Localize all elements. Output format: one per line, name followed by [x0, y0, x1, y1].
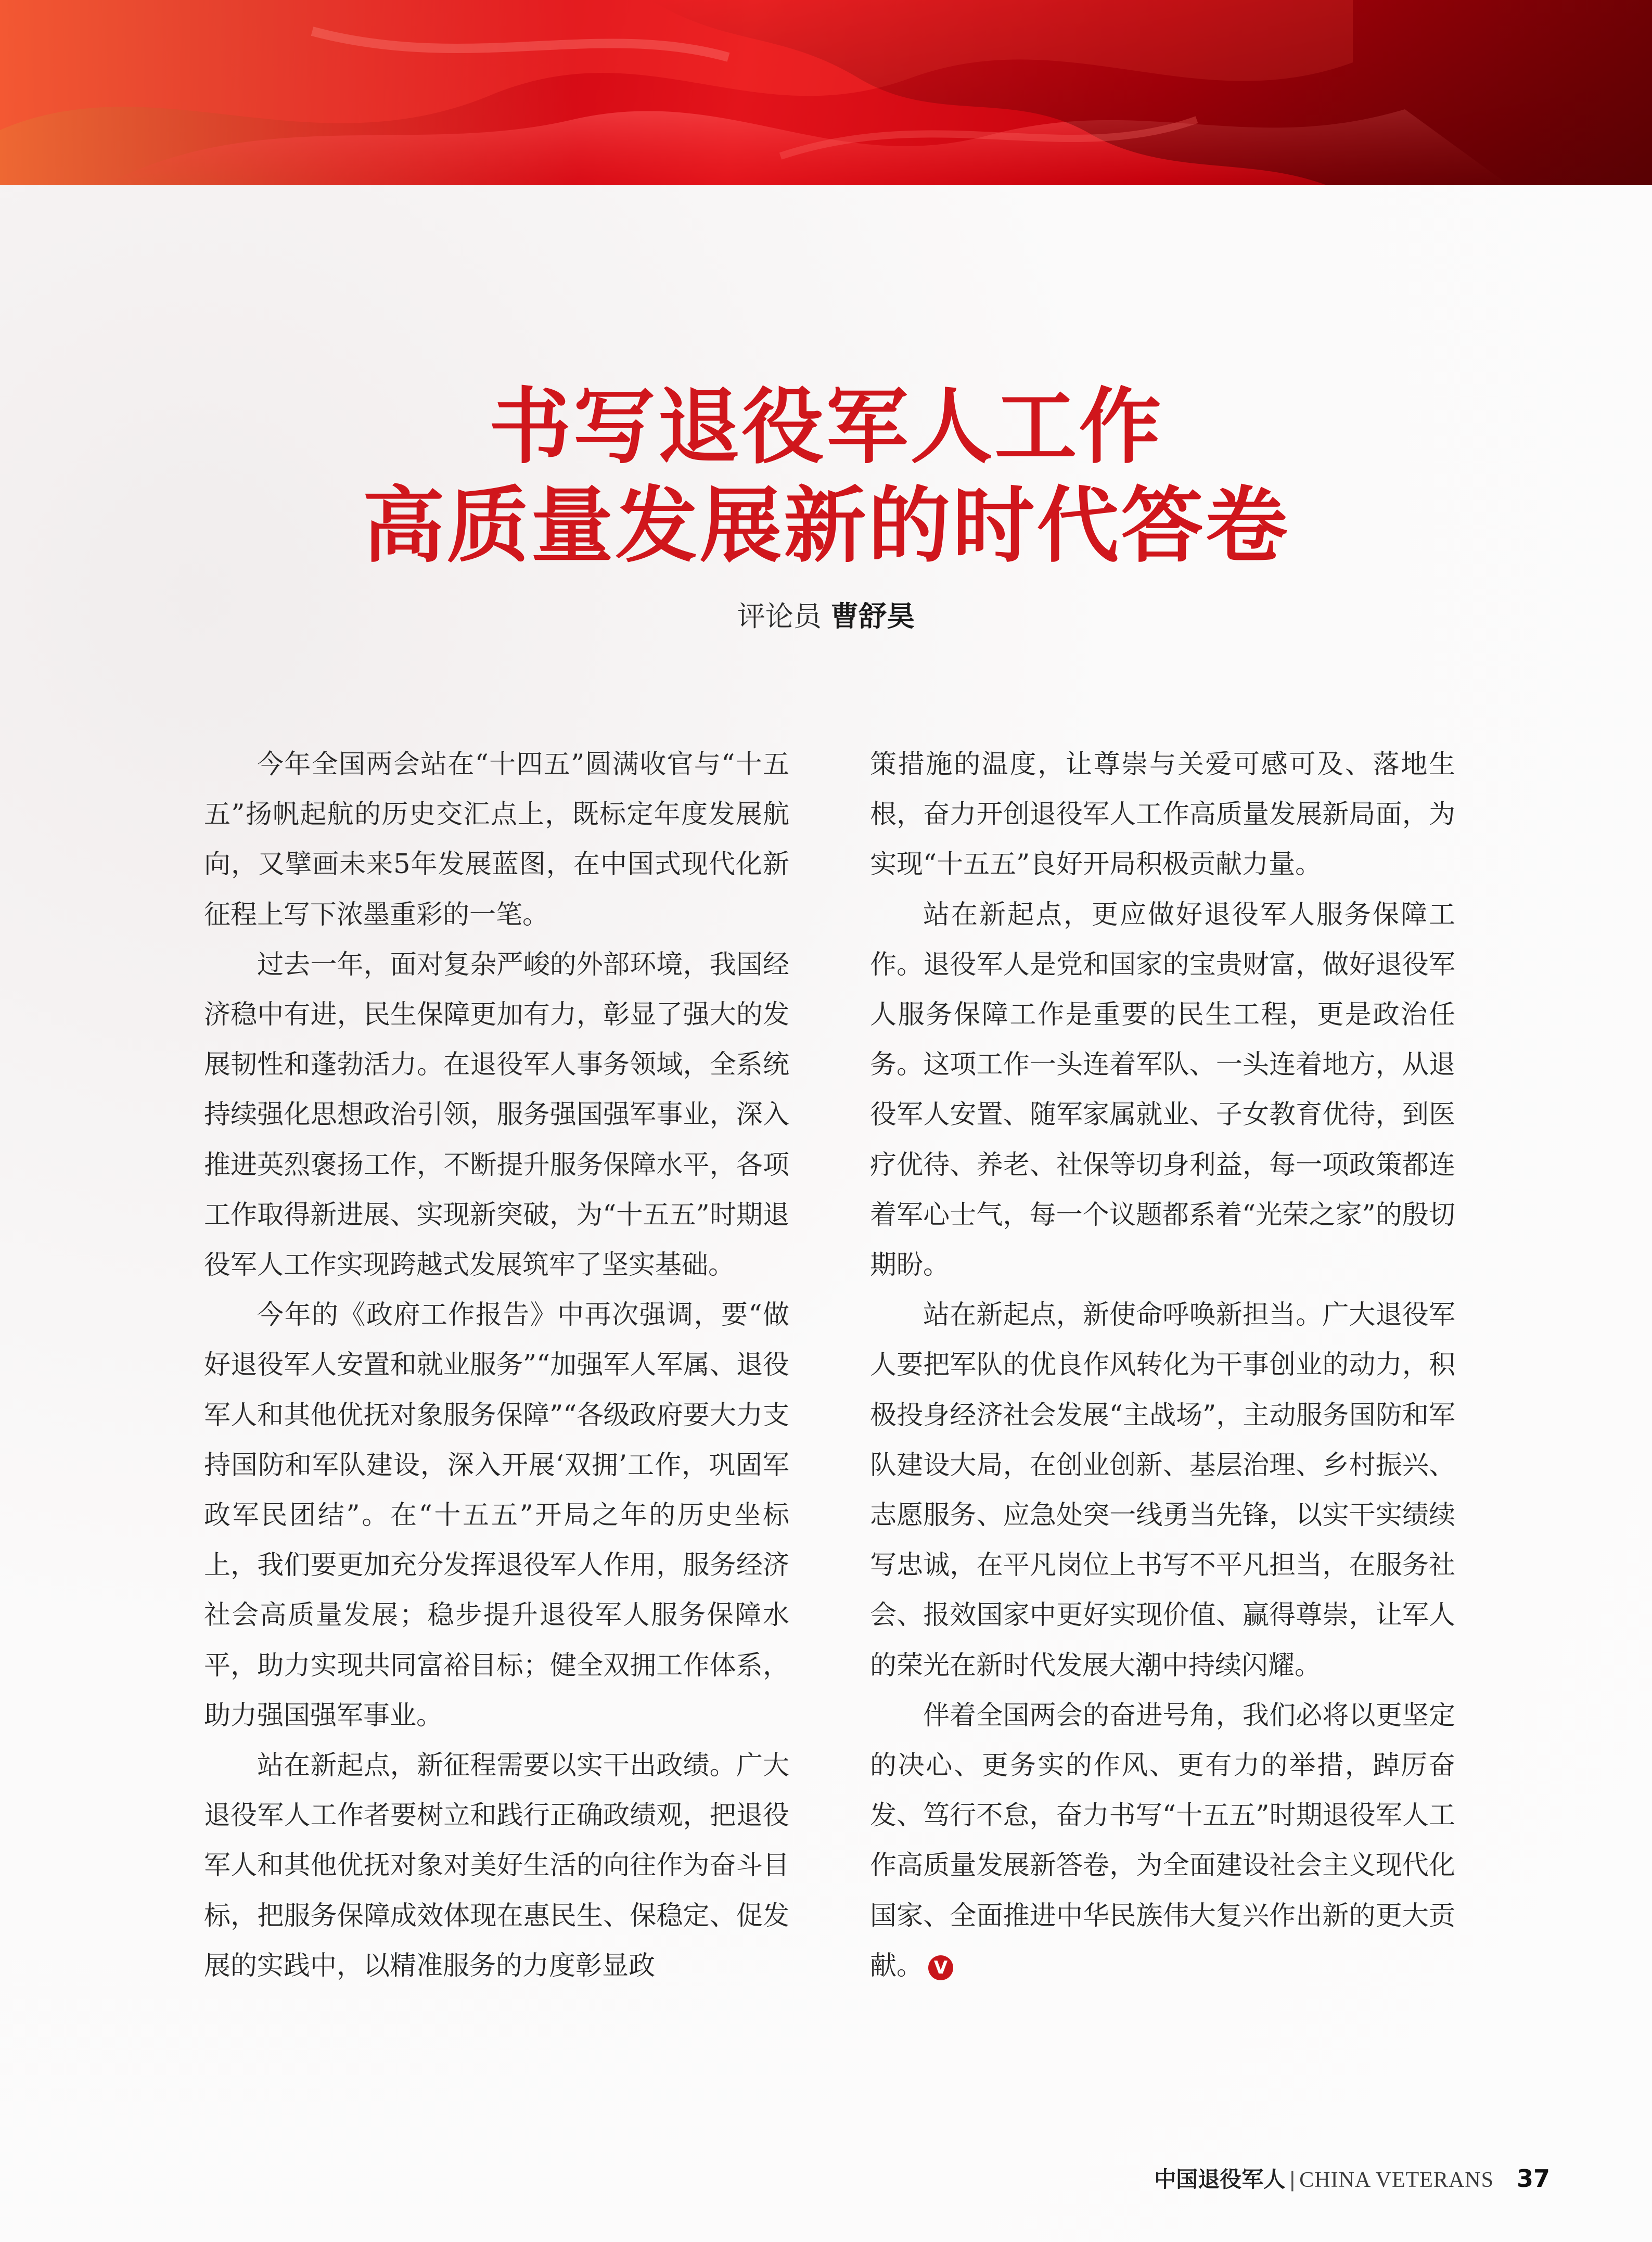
article-title-line-1: 书写退役军人工作 [489, 379, 1163, 475]
body-column-right [870, 740, 1455, 1991]
body-column-left [204, 740, 789, 1991]
byline [0, 600, 1652, 633]
paragraph: 今年的《政府工作报告》中再次强调，要“做好退役军人安置和就业服务”“加强军人军属、退役军人和其他优抚对象服务保障”“各级政府要大力支持国防和军队建设，深入开展‘双拥’工作，巩固军政军民团结”。在“十五五”开局之年的历史坐标上，我们要更加充分发挥退役军人作用，服务经济社会高质量发展；稳步提升退役军人服务保障水平，助力实现共同富裕目标；健全双拥工作体系，助力强国强军事业。 [204, 1300, 789, 1731]
page-footer [1154, 2164, 1550, 2193]
byline-author: 曹舒昊 [830, 600, 915, 633]
paragraph: 站在新起点，新征程需要以实干出政绩。广大退役军人工作者要树立和践行正确政绩观，把退役军人和其他优抚对象对美好生活的向往作为奋斗目标，把服务保障成效体现在惠民生、保稳定、促发展的实践中，以精准服务的力度彰显政 [204, 1750, 789, 1981]
paragraph: 今年全国两会站在“十四五”圆满收官与“十五五”扬帆起航的历史交汇点上，既标定年度发展航向，又擘画未来5年发展蓝图，在中国式现代化新征程上写下浓墨重彩的一笔。 [204, 749, 789, 930]
paragraph-final [870, 1691, 1455, 1991]
paragraph-final-text: 伴着全国两会的奋进号角，我们必将以更坚定的决心、更务实的作风、更有力的举措，踔厉奋发、笃行不怠，奋力书写“十五五”时期退役军人工作高质量发展新答卷，为全面建设社会主义现代化国家、全面推进中华民族伟大复兴作出新的更大贡献。 [870, 1700, 1455, 1981]
paragraph: 过去一年，面对复杂严峻的外部环境，我国经济稳中有进，民生保障更加有力，彰显了强大的发展韧性和蓬勃活力。在退役军人事务领域，全系统持续强化思想政治引领，服务强国强军事业，深入推进英烈褒扬工作，不断提升服务保障水平，各项工作取得新进展、实现新突破，为“十五五”时期退役军人工作实现跨越式发展筑牢了坚实基础。 [204, 949, 789, 1281]
end-mark-icon: V [928, 1955, 953, 1980]
paragraph: 站在新起点，更应做好退役军人服务保障工作。退役军人是党和国家的宝贵财富，做好退役军人服务保障工作是重要的民生工程，更是政治任务。这项工作一头连着军队、一头连着地方，从退役军人安置、随军家属就业、子女教育优待，到医疗优待、养老、社保等切身利益，每一项政策都连着军心士气，每一个议题都系着“光荣之家”的殷切期盼。 [870, 899, 1455, 1281]
page-number: 37 [1516, 2164, 1550, 2193]
magazine-name-en: CHINA VETERANS [1299, 2168, 1494, 2192]
paragraph: 站在新起点，新使命呼唤新担当。广大退役军人要把军队的优良作风转化为干事创业的动力，积极投身经济社会发展“主战场”，主动服务国防和军队建设大局，在创业创新、基层治理、乡村振兴、志愿服务、应急处突一线勇当先锋，以实干实绩续写忠诚，在平凡岗位上书写不平凡担当，在服务社会、报效国家中更好实现价值、赢得尊崇，让军人的荣光在新时代发展大潮中持续闪耀。 [870, 1300, 1455, 1681]
paragraph-continued: 策措施的温度，让尊崇与关爱可感可及、落地生根，奋力开创退役军人工作高质量发展新局面，为实现“十五五”良好开局积极贡献力量。 [870, 749, 1455, 880]
article-title-line-2: 高质量发展新的时代答卷 [362, 478, 1290, 574]
header-banner [0, 0, 1652, 185]
footer-separator: | [1289, 2167, 1296, 2192]
byline-role: 评论员 [737, 600, 822, 633]
red-silk-banner-icon [0, 0, 1652, 185]
magazine-name-cn: 中国退役军人 [1154, 2167, 1286, 2192]
